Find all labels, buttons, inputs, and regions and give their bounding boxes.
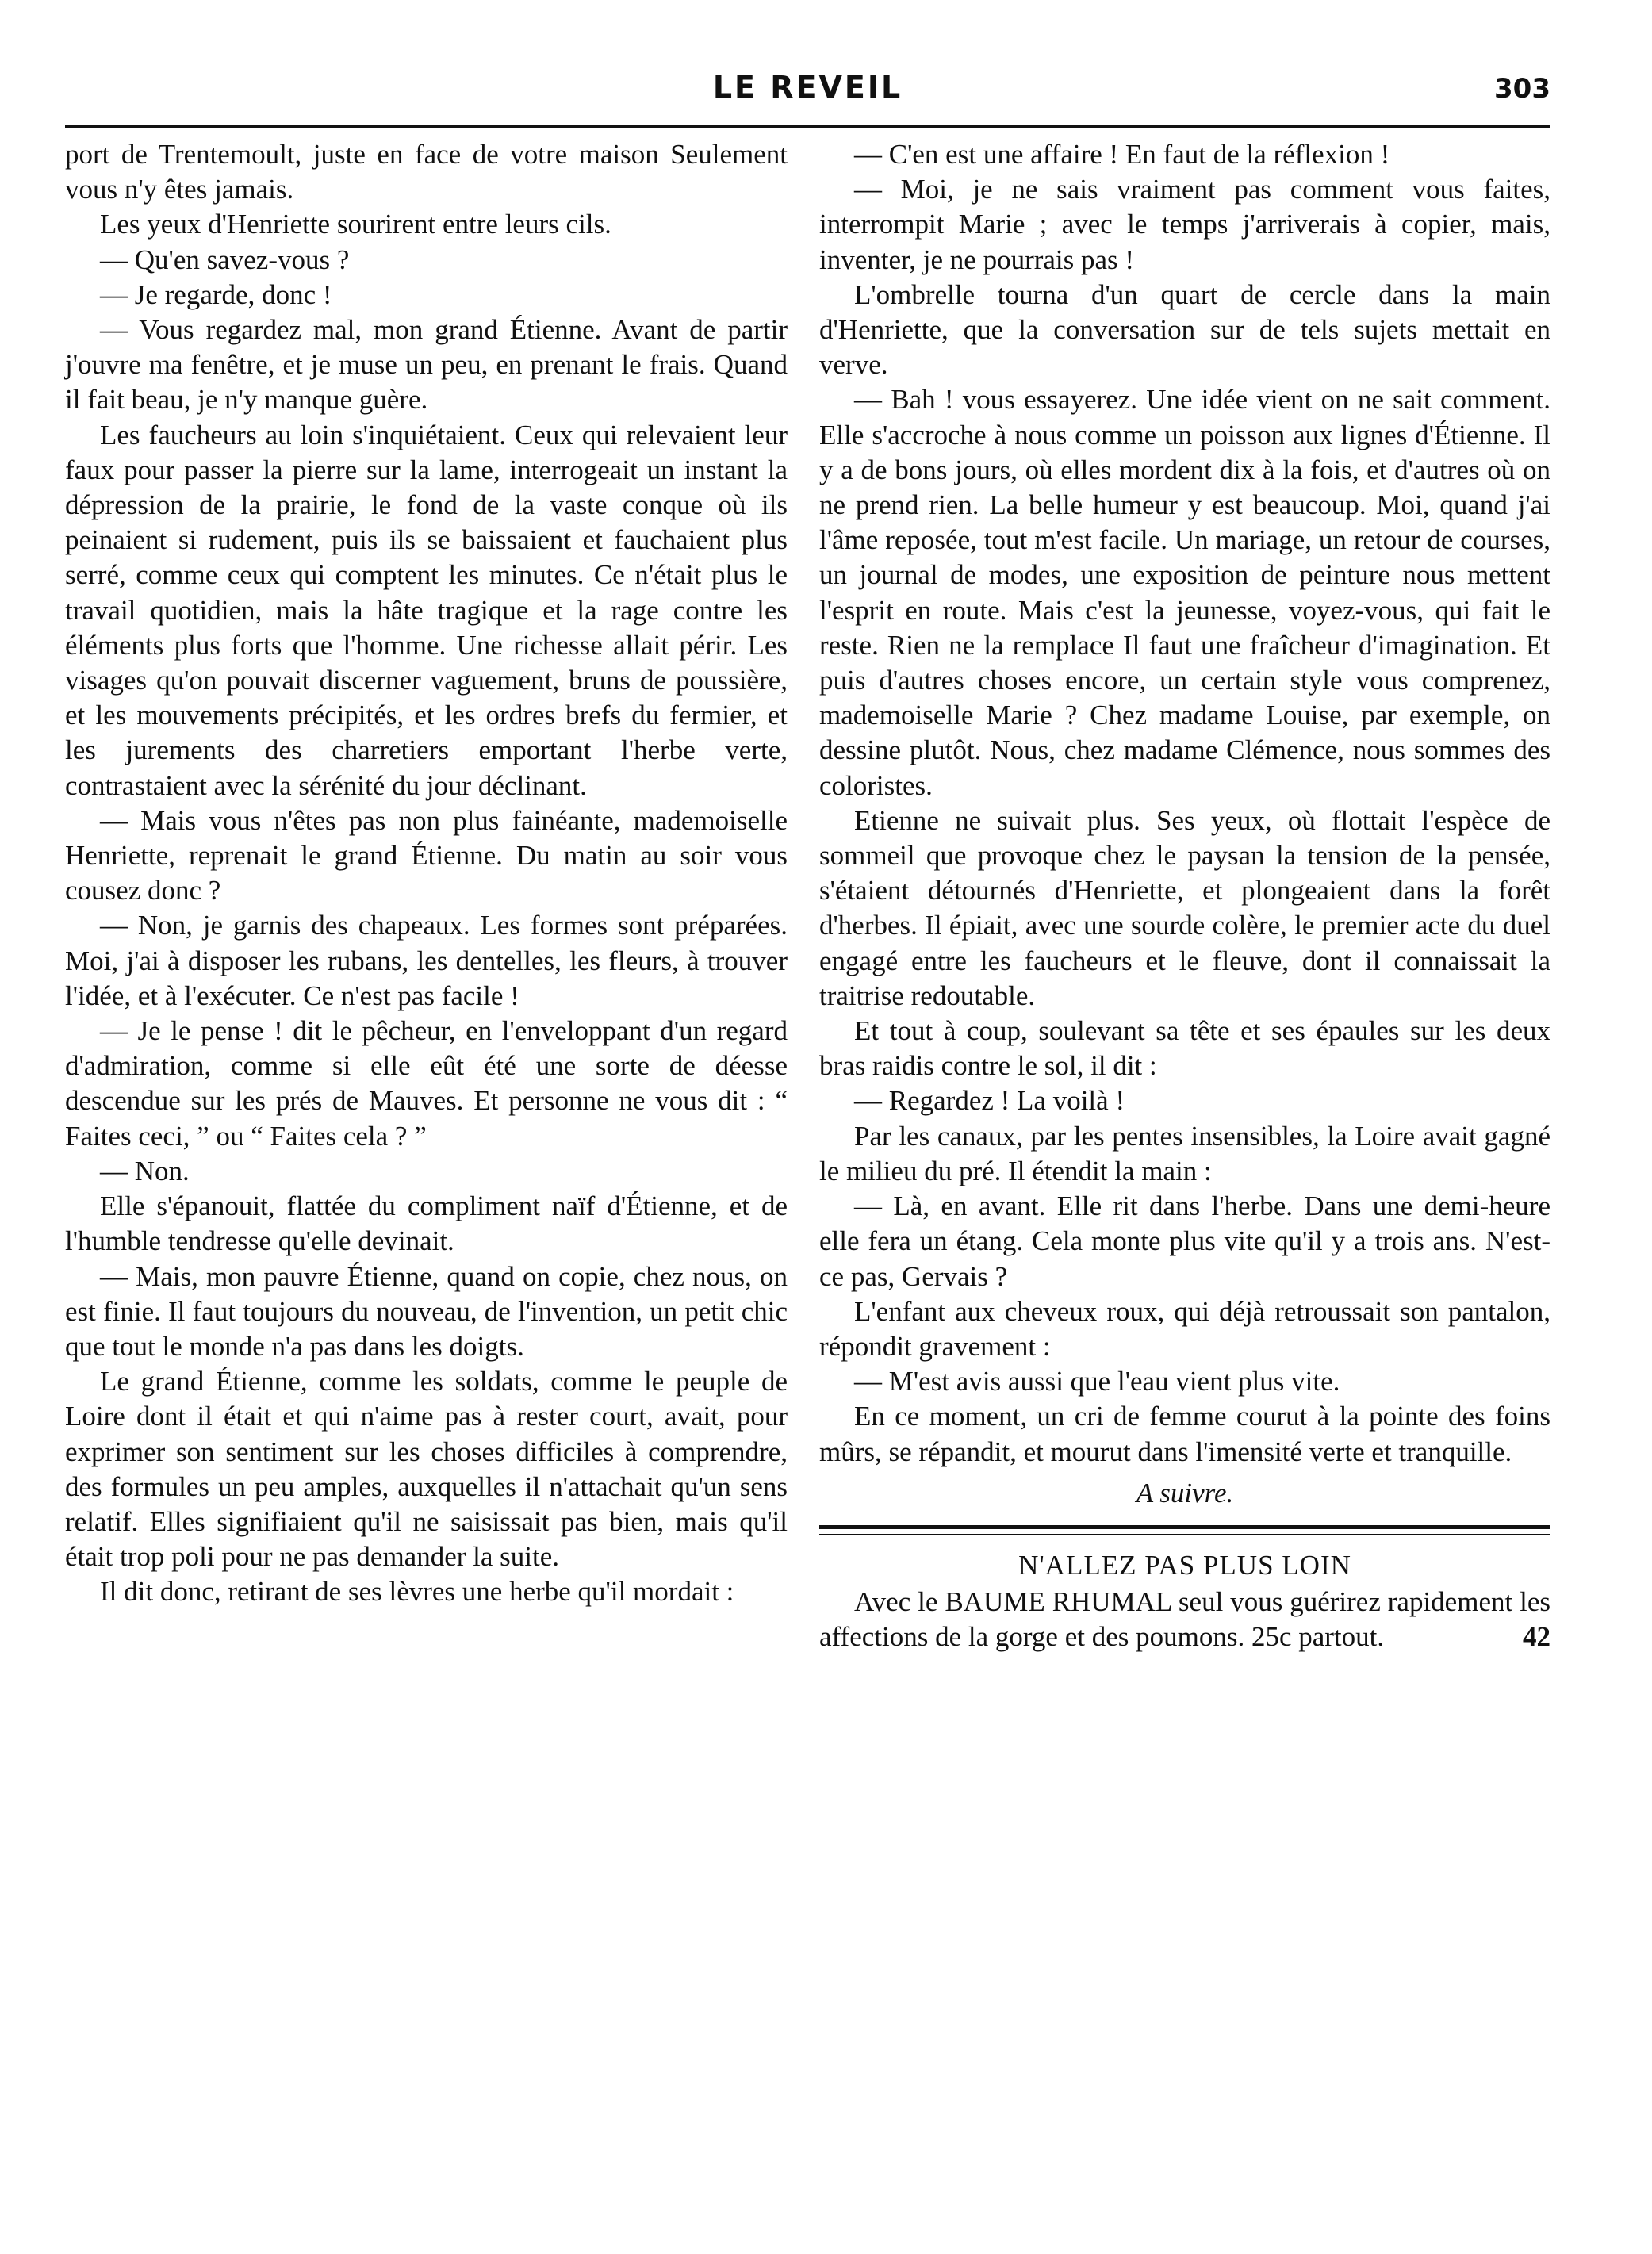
paragraph: L'ombrelle tourna d'un quart de cercle dans la main d'Henriette, que la conversation sur de tels sujets mettait en verve. xyxy=(819,278,1550,381)
paragraph: — Mais, mon pauvre Étienne, quand on copie, chez nous, on est finie. Il faut toujours du nouveau, de l'invention, un petit chic que tout le monde n'a pas dans les doigts. xyxy=(65,1260,788,1362)
paragraph: — Je le pense ! dit le pêcheur, en l'enveloppant d'un regard d'admiration, comme si elle eût été une sorte de déesse descendue sur les prés de Mauves. Et personne ne vous dit : “ Faites ceci, ” ou “ Faites cela ? ” xyxy=(65,1015,788,1152)
paragraph: — Non. xyxy=(100,1155,190,1186)
advert-code: 42 xyxy=(1523,1621,1550,1653)
paragraph: — Bah ! vous essayerez. Une idée vient on ne sait comment. Elle s'accroche à nous comme un poisson aux lignes d'Étienne. Il y a de bons jours, où elles mordent dix à la fois, et d'autres où on ne prend rien. La belle humeur y est beaucoup. Moi, quand j'ai l'âme reposée, tout m'est facile. Un mariage, un retour de courses, un journal de modes, une exposition de peinture nous mettent l'esprit en route. Mais c'est la jeunesse, voyez-vous, qui fait le reste. Rien ne la remplace Il faut une fraîcheur d'imagination. Et puis d'autres choses encore, un certain style vous comprenez, mademoiselle Marie ? Chez madame Louise, par exemple, on dessine plutôt. Nous, chez madame Clémence, nous sommes des coloristes. xyxy=(819,384,1550,801)
running-title: LE REVEIL xyxy=(712,70,903,105)
page-header xyxy=(65,70,1550,122)
paragraph: — Qu'en savez-vous ? xyxy=(100,243,350,275)
paragraph: — C'en est une affaire ! En faut de la réflexion ! xyxy=(854,139,1390,170)
advert-text: Avec le BAUME RHUMAL seul vous guérirez rapidement les affections de la gorge et des poumons. 25c partout. xyxy=(819,1586,1550,1653)
advert-body xyxy=(819,1585,1550,1654)
left-column xyxy=(65,137,800,1655)
to-be-continued: A suivre. xyxy=(1136,1477,1234,1508)
paragraph: — Vous regardez mal, mon grand Étienne. Avant de partir j'ouvre ma fenêtre, et je muse un peu, en prenant le frais. Quand il fait beau, je n'y manque guère. xyxy=(65,314,788,416)
paragraph: — Moi, je ne sais vraiment pas comment vous faites, interrompit Marie ; avec le temps j'arriverais à copier, mais, inventer, je ne pourrais pas ! xyxy=(819,174,1550,275)
paragraph: Etienne ne suivait plus. Ses yeux, où flottait l'espèce de sommeil que provoque chez le paysan la tension de la pensée, s'étaient détournés d'Henriette, et plongeaient dans la forêt d'herbes. Il épiait, avec une sourde colère, le premier acte du duel engagé entre les faucheurs et le fleuve, dont il connaissait la traitrise redoutable. xyxy=(819,804,1550,1011)
page-number: 303 xyxy=(1494,73,1550,105)
advert-title: N'ALLEZ PAS PLUS LOIN xyxy=(1018,1549,1351,1581)
paragraph: Par les canaux, par les pentes insensibles, la Loire avait gagné le milieu du pré. Il étendit la main : xyxy=(819,1120,1550,1186)
paragraph: Le grand Étienne, comme les soldats, comme le peuple de Loire dont il était et qui n'aime pas à rester court, avait, pour exprimer son sentiment sur les choses difficiles à comprendre, des formules un peu amples, auxquelles il n'attachait qu'un sens relatif. Elles signifiaient qu'il ne saisissait pas bien, mais qu'il était trop poli pour ne pas demander la suite. xyxy=(65,1366,788,1573)
paragraph: Il dit donc, retirant de ses lèvres une herbe qu'il mordait : xyxy=(100,1576,734,1608)
paragraph: En ce moment, un cri de femme courut à la pointe des foins mûrs, se répandit, et mourut dans l'imensité verte et tranquille. xyxy=(819,1401,1550,1467)
right-column xyxy=(800,137,1550,1655)
paragraph: port de Trentemoult, juste en face de votre maison Seulement vous n'y êtes jamais. xyxy=(65,139,788,205)
paragraph: — Regardez ! La voilà ! xyxy=(854,1085,1125,1117)
paragraph: Les faucheurs au loin s'inquiétaient. Ceux qui relevaient leur faux pour passer la pierre sur la lame, interrogeait un instant la dépression de la prairie, le fond de la vaste conque où ils peinaient si rudement, puis ils se baissaient et fauchaient plus serré, comme ceux qui comptent les minutes. Ce n'était plus le travail quotidien, mais la hâte tragique et la rage contre les éléments plus forts que l'homme. Une richesse allait périr. Les visages qu'on pouvait discerner vaguement, bruns de poussière, et les mouvements précipités, et les ordres brefs du fermier, et les jurements des charretiers emportant l'herbe verte, contrastaient avec la sérénité du jour déclinant. xyxy=(65,419,788,801)
paragraph: — Là, en avant. Elle rit dans l'herbe. Dans une demi-heure elle fera un étang. Cela monte plus vite qu'il y a trois ans. N'est-ce pas, Gervais ? xyxy=(819,1190,1550,1292)
header-rule xyxy=(65,125,1550,128)
section-divider xyxy=(819,1525,1550,1535)
paragraph: Les yeux d'Henriette sourirent entre leurs cils. xyxy=(100,209,611,240)
text-columns xyxy=(65,137,1550,1655)
paragraph: Et tout à coup, soulevant sa tête et ses épaules sur les deux bras raidis contre le sol, il dit : xyxy=(819,1015,1550,1082)
paragraph: — Je regarde, donc ! xyxy=(100,278,332,310)
paragraph: L'enfant aux cheveux roux, qui déjà retroussait son pantalon, répondit gravement : xyxy=(819,1295,1550,1362)
paragraph: Elle s'épanouit, flattée du compliment naïf d'Étienne, et de l'humble tendresse qu'elle devinait. xyxy=(65,1190,788,1257)
paragraph: — M'est avis aussi que l'eau vient plus vite. xyxy=(854,1366,1340,1397)
paragraph: — Non, je garnis des chapeaux. Les formes sont préparées. Moi, j'ai à disposer les rubans, les dentelles, les fleurs, à trouver l'idée, et à l'exécuter. Ce n'est pas facile ! xyxy=(65,910,788,1011)
paragraph: — Mais vous n'êtes pas non plus fainéante, mademoiselle Henriette, reprenait le grand Étienne. Du matin au soir vous cousez donc ? xyxy=(65,804,788,907)
